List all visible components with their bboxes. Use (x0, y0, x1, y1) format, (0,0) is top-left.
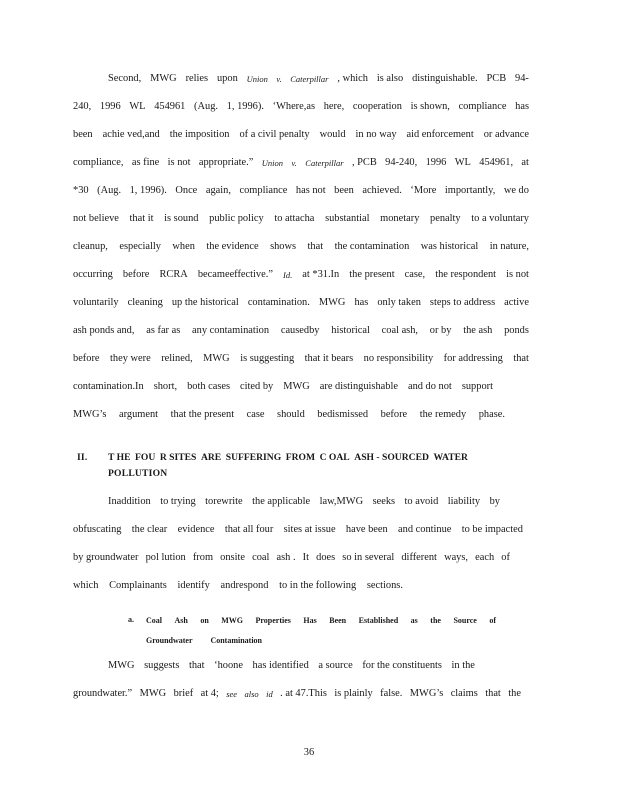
paragraph-line: *30 (Aug. 1, 1996). Once again, compliance has not been achieved. ‘More importantly, we do (73, 185, 529, 196)
page-number: 36 (303, 747, 315, 758)
paragraph-line: MWG’s argument that the present case should bedismissed before the remedy phase. (73, 409, 505, 420)
paragraph-line: MWG suggests that ‘hoone has identified a source for the constituents in the (108, 660, 475, 671)
subsection-label: a. (128, 615, 134, 624)
paragraph-line: obfuscating the clear evidence that all four sites at issue have been and continue to be impacted (73, 524, 523, 535)
paragraph-line: before they were relined, MWG is suggesting that it bears no responsibility for addressing that (73, 353, 529, 364)
paragraph-line: ash ponds and, as far as any contamination causedby historical coal ash, or by the ash ponds (73, 325, 529, 336)
paragraph-line: Second, MWG relies upon Union v. Caterpillar , which is also distinguishable. PCB 94- (108, 73, 529, 84)
paragraph-line: contamination.In short, both cases cited by MWG are distinguishable and do not support (73, 381, 493, 392)
paragraph-line: not believe that it is sound public policy to attacha substantial monetary penalty to a voluntary (73, 213, 529, 224)
section-number: II. (77, 452, 88, 463)
subsection-heading: Coal Ash on MWG Properties Has Been Established as the Source of (146, 616, 496, 625)
paragraph-line: which Complainants identify andrespond to in the following sections. (73, 580, 403, 591)
paragraph-line: groundwater.” MWG brief at 4; see also id . at 47.This is plainly false. MWG’s claims that the (73, 688, 521, 699)
paragraph-line: cleanup, especially when the evidence shows that the contamination was historical in nature, (73, 241, 529, 252)
paragraph-line: 240, 1996 WL 454961 (Aug. 1, 1996). ‘Where,as here, cooperation is shown, compliance has (73, 101, 529, 112)
paragraph-line: by groundwater pol lution from onsite coal ash . It does so in several different ways, each of (73, 552, 510, 563)
section-heading-continued: POLLUTION (108, 468, 168, 479)
section-heading: T HE FOU R SITES ARE SUFFERING FROM C OAL ASH - SOURCED WATER (108, 452, 468, 463)
paragraph-line: Inaddition to trying torewrite the applicable law,MWG seeks to avoid liability by (108, 496, 500, 507)
subsection-heading-continued: Groundwater Contamination (146, 636, 262, 645)
paragraph-line: compliance, as fine is not appropriate.” Union v. Caterpillar , PCB 94-240, 1996 WL 454961, at (73, 157, 529, 168)
paragraph-line: voluntarily cleaning up the historical contamination. MWG has only taken steps to address active (73, 297, 529, 308)
paragraph-line: been achie ved,and the imposition of a civil penalty would in no way aid enforcement or advance (73, 129, 529, 140)
paragraph-line: occurring before RCRA becameeffective.” Id. at *31.In the present case, the respondent is not (73, 269, 529, 280)
